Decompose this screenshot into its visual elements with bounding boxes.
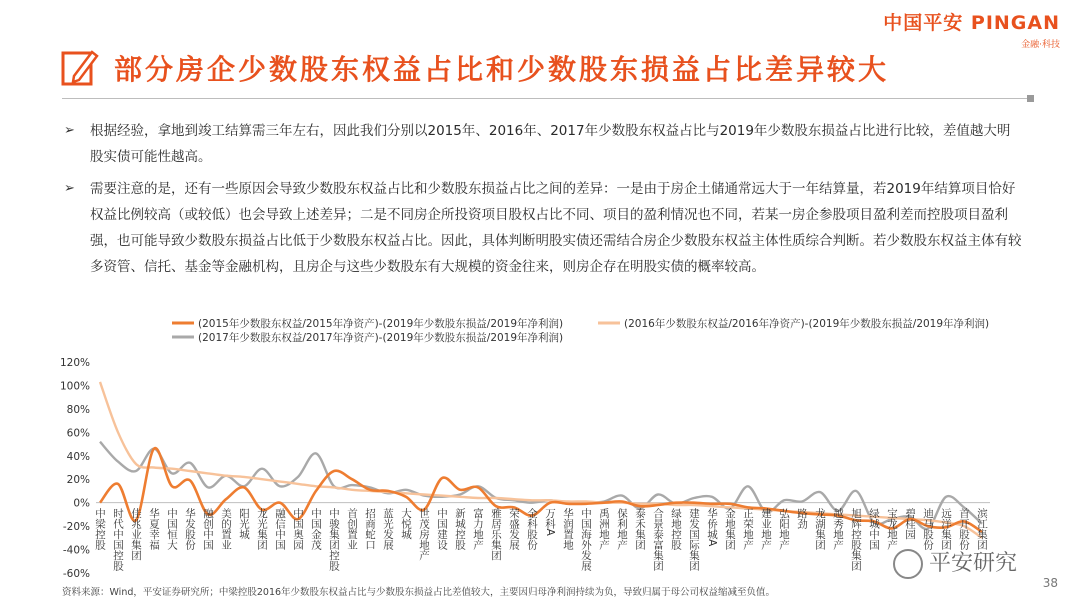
y-tick-label: -60% [62,568,90,580]
watermark-text: 平安研究 [929,551,1018,576]
edit-pencil-icon [60,48,100,88]
x-tick-label: 新城控股 [454,507,466,550]
y-tick-label: 80% [66,403,90,416]
watermark [893,546,1017,579]
y-tick-label: -40% [62,544,90,557]
title-divider-dot [1027,95,1034,102]
bullet-text: 根据经验，拿地到竣工结算需三年左右，因此我们分别以2015年、2016年、2017年少数股东权益占比与2019年少数股东损益占比进行比较，差值越大明股实债可能性越高。 [90,123,1011,165]
x-tick-label: 美的置业 [220,507,232,550]
x-tick-label: 招商蛇口 [364,507,376,550]
bullet-item [62,176,1022,280]
page-title: 部分房企少数股东权益占比和少数股东损益占比差异较大 [114,53,890,86]
source-footnote: 资料来源：Wind，平安证券研究所；中梁控股2016年少数股东权益占比与少数股东损益占比差值较大，主要因归母净利润持续为负，导致归属于母公司权益缩减至负值。 [62,587,776,598]
title-bar [62,42,1030,99]
x-tick-label: 远洋集团 [940,507,952,550]
y-tick-label: 20% [66,474,90,487]
legend-label: (2017年少数股东权益/2017年净资产)-(2019年少数股东损益/2019年净利润) [198,332,564,344]
x-tick-label: 旭辉控股集团 [850,507,862,571]
x-tick-label: 融创中国 [202,507,214,550]
y-tick-label: 0% [73,497,90,510]
x-tick-label: 中梁控股 [94,507,106,550]
x-tick-label: 绿城中国 [868,507,880,550]
x-tick-label: 荣盛发展 [508,507,520,550]
x-tick-label: 越秀地产 [832,507,844,550]
x-tick-label: 碧桂园 [904,507,916,540]
x-tick-label: 华夏幸福 [148,507,160,550]
x-tick-label: 弘阳地产 [778,507,790,550]
difference-line-chart [0,310,1080,582]
x-tick-label: 时代中国控股 [112,507,124,571]
x-tick-label: 华润置地 [562,507,574,550]
y-tick-label: 120% [59,357,90,369]
x-tick-label: 保利地产 [616,507,628,550]
x-tick-label: 中国恒大 [166,507,178,550]
bullet-list [62,118,1022,286]
x-tick-label: 正荣地产 [742,507,754,550]
x-tick-label: 滨江集团 [976,507,988,550]
x-tick-label: 迪马股份 [922,507,934,550]
x-tick-label: 金科股份 [526,507,538,550]
x-tick-label: 阳光城 [238,507,250,540]
wechat-icon [893,549,923,579]
y-tick-label: 40% [66,450,90,463]
page-number: 38 [1042,576,1058,590]
x-tick-label: 华侨城A [706,507,718,547]
x-tick-label: 中国金茂 [310,507,322,550]
brand-name: 中国平安 PINGAN [883,12,1060,34]
x-tick-label: 金地集团 [724,507,736,550]
x-tick-label: 泰禾集团 [634,507,646,550]
x-tick-label: 龙光集团 [256,507,268,550]
x-tick-label: 绿地控股 [670,507,682,550]
x-tick-label: 华发股份 [184,507,196,550]
x-tick-label: 中骏集团控股 [328,507,340,571]
x-tick-label: 中国建设 [436,507,448,550]
x-tick-label: 路劲 [796,507,808,529]
x-tick-label: 大悦城 [400,507,412,540]
legend-label: (2015年少数股东权益/2015年净资产)-(2019年少数股东损益/2019年净利润) [198,318,564,330]
x-tick-label: 雅居乐集团 [490,507,502,561]
x-tick-label: 世茂房地产 [418,507,430,561]
y-tick-label: 60% [66,427,90,440]
x-tick-label: 建发国际集团 [688,507,700,571]
bullet-item [62,118,1022,170]
x-tick-label: 富力地产 [472,507,484,550]
x-tick-label: 蓝光发展 [382,507,394,550]
x-tick-label: 宝龙地产 [886,507,898,550]
y-tick-label: 100% [59,380,90,393]
x-tick-label: 首开股份 [958,507,970,550]
x-tick-label: 合景泰富集团 [652,507,664,571]
x-tick-label: 禹洲地产 [598,507,610,550]
x-tick-label: 中国海外发展 [580,507,592,571]
arrow-bullet-icon: ➢ [64,123,75,138]
y-tick-label: -20% [62,521,90,534]
x-tick-label: 首创置业 [346,507,358,550]
arrow-bullet-icon: ➢ [64,181,75,196]
x-tick-label: 佳兆业集团 [130,507,142,561]
x-tick-label: 中国奥园 [292,507,304,550]
legend-label: (2016年少数股东权益/2016年净资产)-(2019年少数股东损益/2019年净利润) [624,318,990,330]
x-tick-label: 建业地产 [760,507,772,550]
brand-tagline: 金融·科技 [1021,40,1060,50]
x-tick-label: 万科A [544,507,556,536]
x-tick-label: 龙湖集团 [814,507,826,550]
x-tick-label: 融信中国 [274,507,286,550]
bullet-text: 需要注意的是，还有一些原因会导致少数股东权益占比和少数股东损益占比之间的差异：一是由于房企土储通常远大于一年结算量，若2019年结算项目恰好权益比例较高（或较低）也会导致上述差异；二是不同房企所投资项目股权占比不同、项目的盈利情况也不同，若某一房企参股项目盈利差而控股项目盈利强，也可能导致少数股东损益占比低于少数股东权益占比。因此，具体判断明股实债还需结合房企少数股东权益主体性质综合判断。若少数股东权益主体有较多资管、信托、基金等金融机构，且房企与这些少数股东有大规模的资金往来，则房企存在明股实债的概率较高。 [90,181,1022,275]
